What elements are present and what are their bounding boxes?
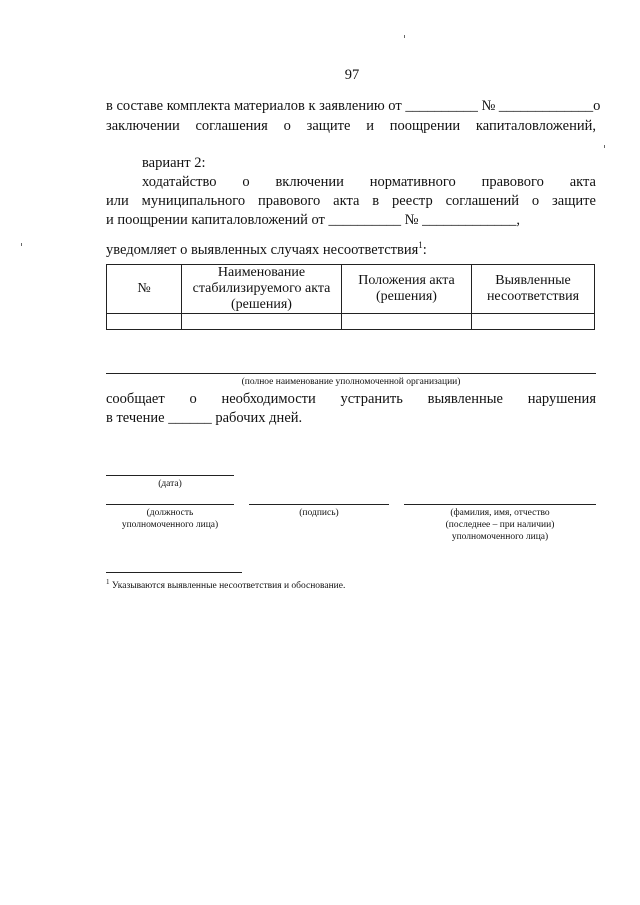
full-name-caption-2: (последнее – при наличии) [445, 520, 555, 530]
word: необходимости [221, 391, 316, 407]
column-header-discrepancies: Выявленные несоответствия [472, 265, 595, 314]
footnote-mark: 1 [106, 577, 110, 586]
word: соглашений [445, 193, 520, 209]
discrepancy-table [106, 264, 595, 330]
org-line1 [106, 389, 596, 409]
word: реестр [392, 193, 433, 209]
signature-line [249, 504, 389, 505]
word: акта [333, 193, 360, 209]
block1-line1-prefix: в составе комплекта материалов к заявлению от [106, 98, 402, 114]
variant2-line1 [142, 172, 596, 192]
notice-line [106, 240, 427, 260]
table-cell [107, 314, 182, 330]
notice-colon: : [422, 242, 427, 258]
word: защите [306, 118, 351, 134]
register-date-blank: __________ [328, 212, 402, 228]
word: заключении [106, 118, 180, 134]
block1-line2 [106, 116, 596, 136]
organization-caption: (полное наименование уполномоченной организации) [241, 377, 461, 387]
variant2-line3 [106, 210, 520, 230]
word: ходатайство [142, 174, 217, 190]
word: соглашения [195, 118, 268, 134]
page-number: 97 [344, 67, 360, 83]
word: муниципального [141, 193, 246, 209]
full-name-caption-1: (фамилия, имя, отчество [450, 508, 550, 518]
scan-speck [21, 243, 22, 246]
word: защите [552, 193, 596, 209]
application-number-blank: _____________ [498, 98, 594, 114]
position-caption-2: уполномоченного лица) [121, 520, 219, 530]
position-line [106, 504, 234, 505]
footnote [106, 577, 346, 592]
variant2-line3-prefix: и поощрении капиталовложений от [106, 212, 325, 228]
footnote-reference: 1 [418, 240, 423, 251]
word: нормативного [369, 174, 456, 190]
word: сообщает [106, 391, 165, 407]
table-cell [342, 314, 472, 330]
word: правового [258, 193, 321, 209]
variant2-heading: вариант 2: [142, 155, 206, 171]
application-date-blank: __________ [405, 98, 478, 114]
org-line2: в течение ______ рабочих дней. [106, 410, 303, 426]
word: о [189, 391, 197, 407]
word: в [372, 193, 380, 209]
organization-name-line [106, 373, 596, 374]
column-header-number: № [107, 265, 182, 314]
notice-text: уведомляет о выявленных случаях несоответствия [106, 242, 419, 258]
footnote-text: Указываются выявленные несоответствия и обоснование. [111, 581, 346, 591]
table-cell [472, 314, 595, 330]
variant2-line2 [106, 191, 596, 211]
signature-caption: (подпись) [299, 508, 339, 518]
position-caption-1: (должность [146, 508, 194, 518]
scan-speck [604, 145, 605, 148]
word: поощрении [389, 118, 461, 134]
footnote-separator [106, 572, 242, 573]
word: о [242, 174, 250, 190]
block1-line1-suffix: о [593, 98, 601, 114]
word: о [531, 193, 540, 209]
word: или [106, 193, 129, 209]
date-caption: (дата) [158, 479, 182, 489]
scan-speck [404, 35, 405, 38]
full-name-line [404, 504, 596, 505]
table-row [107, 314, 595, 330]
word: и [366, 118, 374, 134]
word: о [283, 118, 291, 134]
word: устранить [340, 391, 403, 407]
full-name-caption-3: уполномоченного лица) [451, 532, 549, 542]
date-line [106, 475, 234, 476]
table-header-row [107, 265, 595, 314]
column-header-act-provisions: Положения акта (решения) [342, 265, 472, 314]
word: нарушения [527, 391, 596, 407]
register-number-blank: _____________, [422, 212, 520, 228]
word: правового [481, 174, 544, 190]
register-number-sign: № [404, 212, 419, 228]
table-cell [182, 314, 342, 330]
word: акта [569, 174, 596, 190]
block1-line1 [106, 96, 601, 116]
application-number-sign: № [481, 98, 496, 114]
word: капиталовложений, [475, 118, 596, 134]
word: включении [275, 174, 344, 190]
word: выявленные [427, 391, 503, 407]
column-header-act-name: Наименование стабилизируемого акта (решения) [182, 265, 342, 314]
